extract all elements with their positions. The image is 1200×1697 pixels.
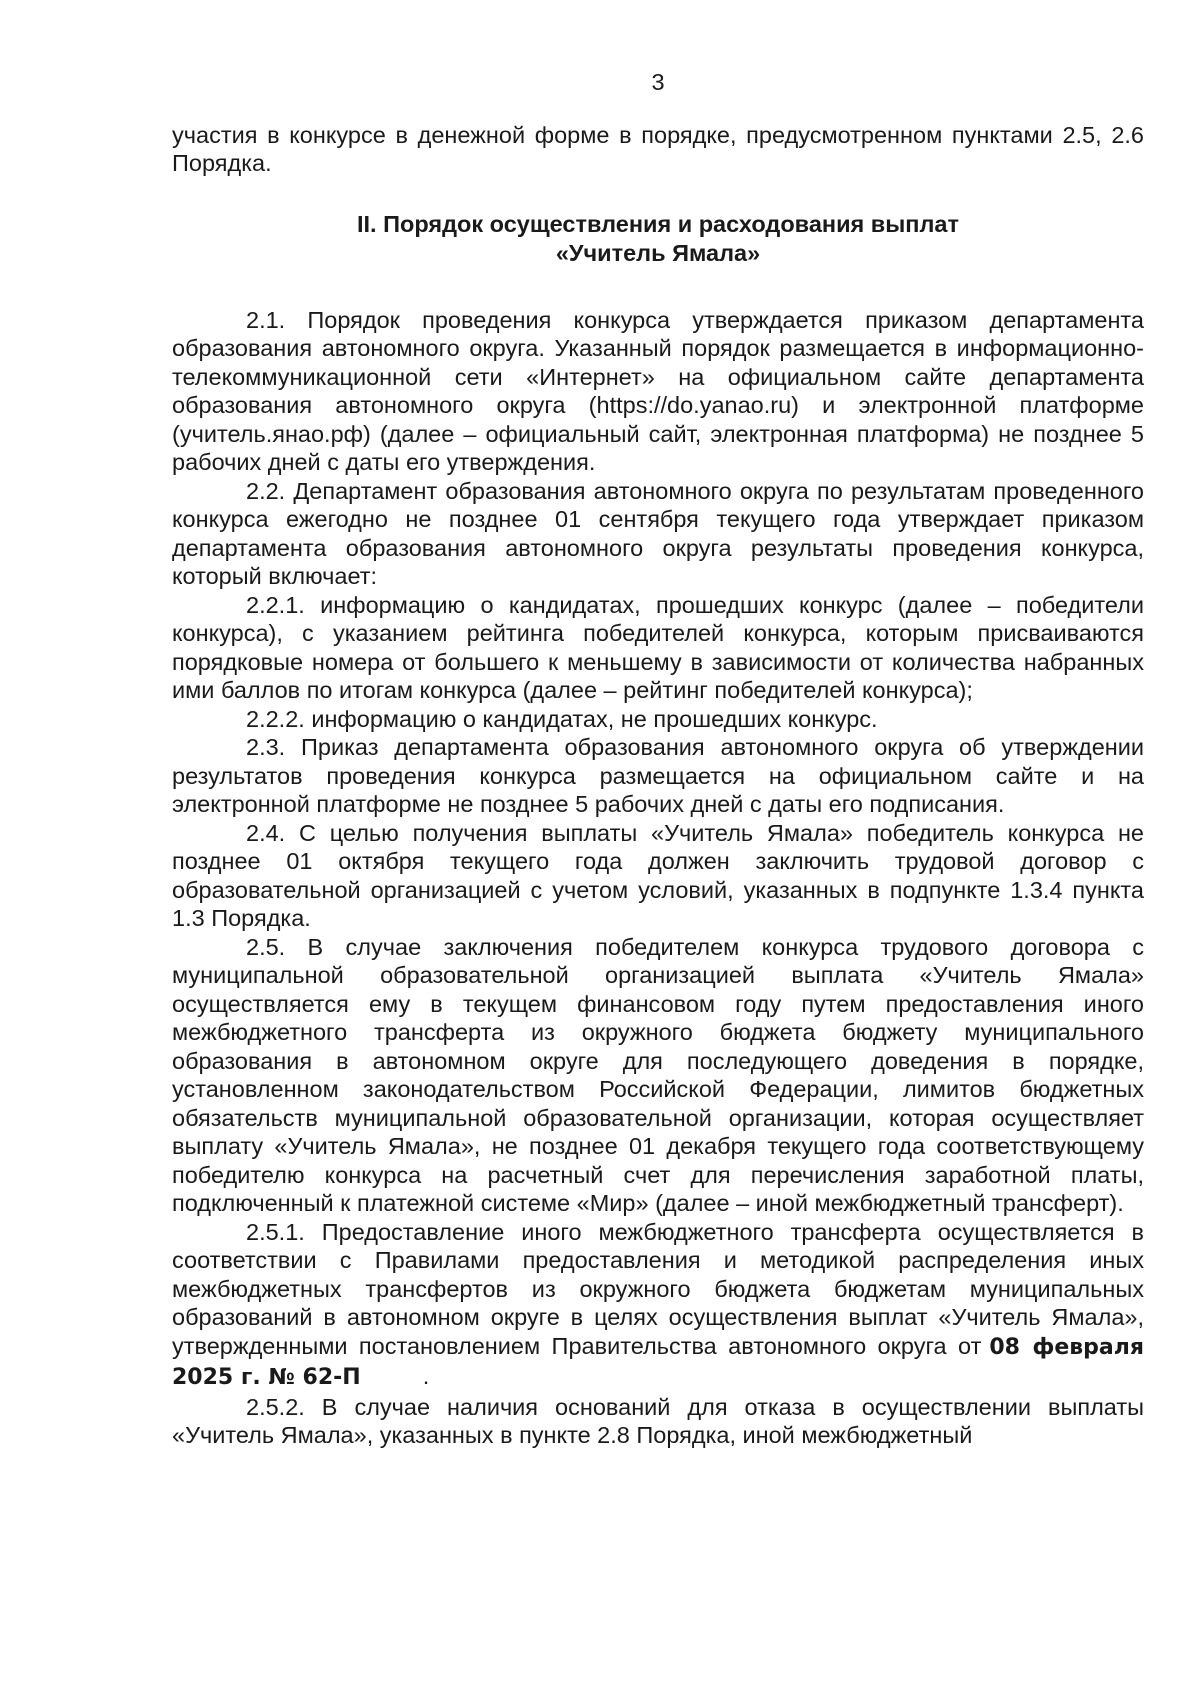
paragraph-2-5: 2.5. В случае заключения победителем конкурса трудового договора с муниципальной образовательной организацией выплата «Учитель Ямала» осуществляется ему в текущем финансовом году путем предоставления иного межбюджетного трансферта из окружного бюджета бюджету муниципального образования в автономном округе для последующего доведения в порядке, установленном законодательством Российской Федерации, лимитов бюджетных обязательств муниципальной образовательной организации, которая осуществляет выплату «Учитель Ямала», не позднее 01 декабря текущего года соответствующему победителю конкурса на расчетный счет для перечисления заработной платы, подключенный к платежной системе «Мир» (далее – иной межбюджетный трансферт). bbox=[172, 933, 1144, 1216]
paragraph-2-5-1 bbox=[172, 1218, 1144, 1393]
paragraph-2-1: 2.1. Порядок проведения конкурса утверждается приказом департамента образования автономного округа. Указанный порядок размещается в информационно-телекоммуникационной сети «Интернет» на официальном сайте департамента образования автономного округа (https://do.yanao.ru) и электронной платформе (учитель.янао.рф) (далее – официальный сайт, электронная платформа) не позднее 5 рабочих дней с даты его утверждения. bbox=[172, 306, 1144, 475]
paragraph-2-4: 2.4. С целью получения выплаты «Учитель Ямала» победитель конкурса не позднее 01 октября текущего года должен заключить трудовой договор с образовательной организацией с учетом условий, указанных в подпункте 1.3.4 пункта 1.3 Порядка. bbox=[172, 819, 1144, 931]
resolution-date-stamp: 08 февраля 2025 г. № 62-П bbox=[172, 1334, 1144, 1390]
intro-paragraph: участия в конкурсе в денежной форме в порядке, предусмотренном пунктами 2.5, 2.6 Порядка. bbox=[172, 121, 1144, 176]
section-heading-line1: II. Порядок осуществления и расходования выплат bbox=[356, 210, 959, 237]
document-page bbox=[172, 68, 1144, 1450]
page-number: 3 bbox=[651, 69, 665, 95]
section-heading-line2: «Учитель Ямала» bbox=[555, 239, 761, 266]
paragraph-2-5-1-end: . bbox=[422, 1363, 430, 1389]
section-heading bbox=[172, 210, 1144, 268]
paragraph-2-5-1-text: 2.5.1. Предоставление иного межбюджетного трансферта осуществляется в соответствии с Правилами предоставления и методикой распределения иных межбюджетных трансфертов из окружного бюджета бюджетам муниципальных образований в автономном округе в целях осуществления выплат «Учитель Ямала», утвержденными постановлением Правительства автономного округа от bbox=[172, 1218, 1144, 1359]
paragraph-2-2: 2.2. Департамент образования автономного округа по результатам проведенного конкурса ежегодно не позднее 01 сентября текущего года утверждает приказом департамента образования автономного округа результаты проведения конкурса, который включает: bbox=[172, 477, 1144, 589]
paragraph-2-3: 2.3. Приказ департамента образования автономного округа об утверждении результатов проведения конкурса размещается на официальном сайте и на электронной платформе не позднее 5 рабочих дней с даты его подписания. bbox=[172, 734, 1144, 817]
paragraph-2-5-2: 2.5.2. В случае наличия оснований для отказа в осуществлении выплаты «Учитель Ямала», указанных в пункте 2.8 Порядка, иной межбюджетный bbox=[172, 1393, 1144, 1448]
paragraph-2-2-2: 2.2.2. информацию о кандидатах, не прошедших конкурс. bbox=[246, 705, 878, 732]
paragraph-2-2-1: 2.2.1. информацию о кандидатах, прошедших конкурс (далее – победители конкурса), с указанием рейтинга победителей конкурса, которым присваиваются порядковые номера от большего к меньшему в зависимости от количества набранных ими баллов по итогам конкурса (далее – рейтинг победителей конкурса); bbox=[172, 591, 1144, 703]
